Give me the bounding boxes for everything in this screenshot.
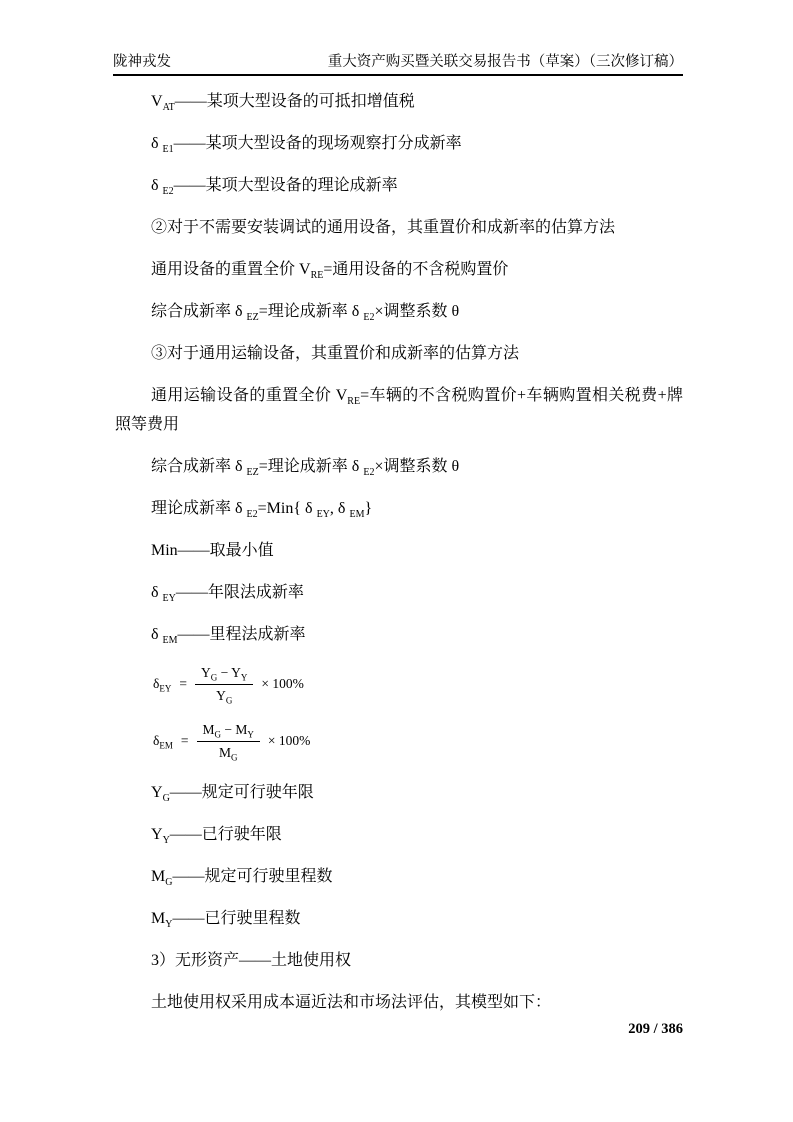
paragraph-delta-e2-definition: δ $_{E2}$——某项大型设备的理论成新率 xyxy=(151,177,398,198)
paragraph-general-equipment-price: 通用设备的重置全价 $V_{RE}=$通用设备的不含税购置价 xyxy=(151,261,509,282)
equals-sign: = xyxy=(180,733,189,749)
fraction-numerator: $Y_G - Y_Y$ xyxy=(195,664,253,685)
paragraph-intangible-assets-heading: 3）无形资产——土地使用权 xyxy=(151,952,352,969)
header-report-title: 重大资产购买暨关联交易报告书（草案）（三次修订稿） xyxy=(327,54,683,70)
header-company-name: 陇神戎发 xyxy=(113,54,171,70)
formula-lhs: $\delta_{EM}$ xyxy=(153,733,173,751)
paragraph-transport-equipment-price: 通用运输设备的重置全价 $V_{RE}=$车辆的不含税购置价+车辆购置相关税费+牌照等费用 xyxy=(115,387,683,433)
paragraph-method-2: ②对于不需要安装调试的通用设备，其重置价和成新率的估算方法 xyxy=(151,219,616,236)
fraction-denominator: $M_G$ xyxy=(218,744,238,763)
page-header xyxy=(113,0,683,76)
paragraph-yy-definition: $Y_Y——$已行驶年限 xyxy=(151,826,282,847)
paragraph-mg-definition: $M_G——$规定可行驶里程数 xyxy=(151,868,333,889)
paragraph-vat-definition: $V_{AT}——$某项大型设备的可抵扣增值税 xyxy=(151,93,415,114)
paragraph-delta-em-definition: δ $_{EM}$——里程法成新率 xyxy=(151,626,306,647)
paragraph-composite-rate-1: 综合成新率 δ $_{EZ}$=理论成新率 δ $_{E2}$×调整系数 θ xyxy=(151,303,460,324)
formula-year-method-rate xyxy=(153,664,683,704)
equals-sign: = xyxy=(179,676,187,692)
paragraph-delta-e1-definition: δ $_{E1}$——某项大型设备的现场观察打分成新率 xyxy=(151,135,462,156)
paragraph-method-3: ③对于通用运输设备，其重置价和成新率的估算方法 xyxy=(151,345,520,362)
paragraph-my-definition: $M_Y——$已行驶里程数 xyxy=(151,910,301,931)
paragraph-yg-definition: $Y_G——$规定可行驶年限 xyxy=(151,784,314,805)
formula-mileage-method-rate xyxy=(153,721,683,761)
paragraph-min-definition: Min——取最小值 xyxy=(151,542,274,559)
fraction xyxy=(197,721,260,761)
fraction-denominator: $Y_G$ xyxy=(216,687,233,706)
formula-suffix: × 100% xyxy=(261,676,304,692)
paragraph-composite-rate-2: 综合成新率 δ $_{EZ}$=理论成新率 δ $_{E2}$×调整系数 θ xyxy=(151,458,460,479)
page-number: 209 / 386 xyxy=(628,1021,683,1037)
paragraph-delta-ey-definition: δ $_{EY}$——年限法成新率 xyxy=(151,584,304,605)
paragraph-theoretical-rate-min: 理论成新率 δ $_{E2}$=Min{ δ $_{EY}$, δ $_{EM}$} xyxy=(151,500,373,521)
formula-lhs: $\delta_{EY}$ xyxy=(153,676,172,694)
fraction-numerator: $M_G - M_Y$ xyxy=(197,721,260,742)
fraction xyxy=(195,664,253,704)
paragraph-land-use-rights-intro: 土地使用权采用成本逼近法和市场法评估，其模型如下： xyxy=(151,994,552,1011)
document-body xyxy=(115,87,683,1017)
formula-suffix: × 100% xyxy=(267,733,311,749)
